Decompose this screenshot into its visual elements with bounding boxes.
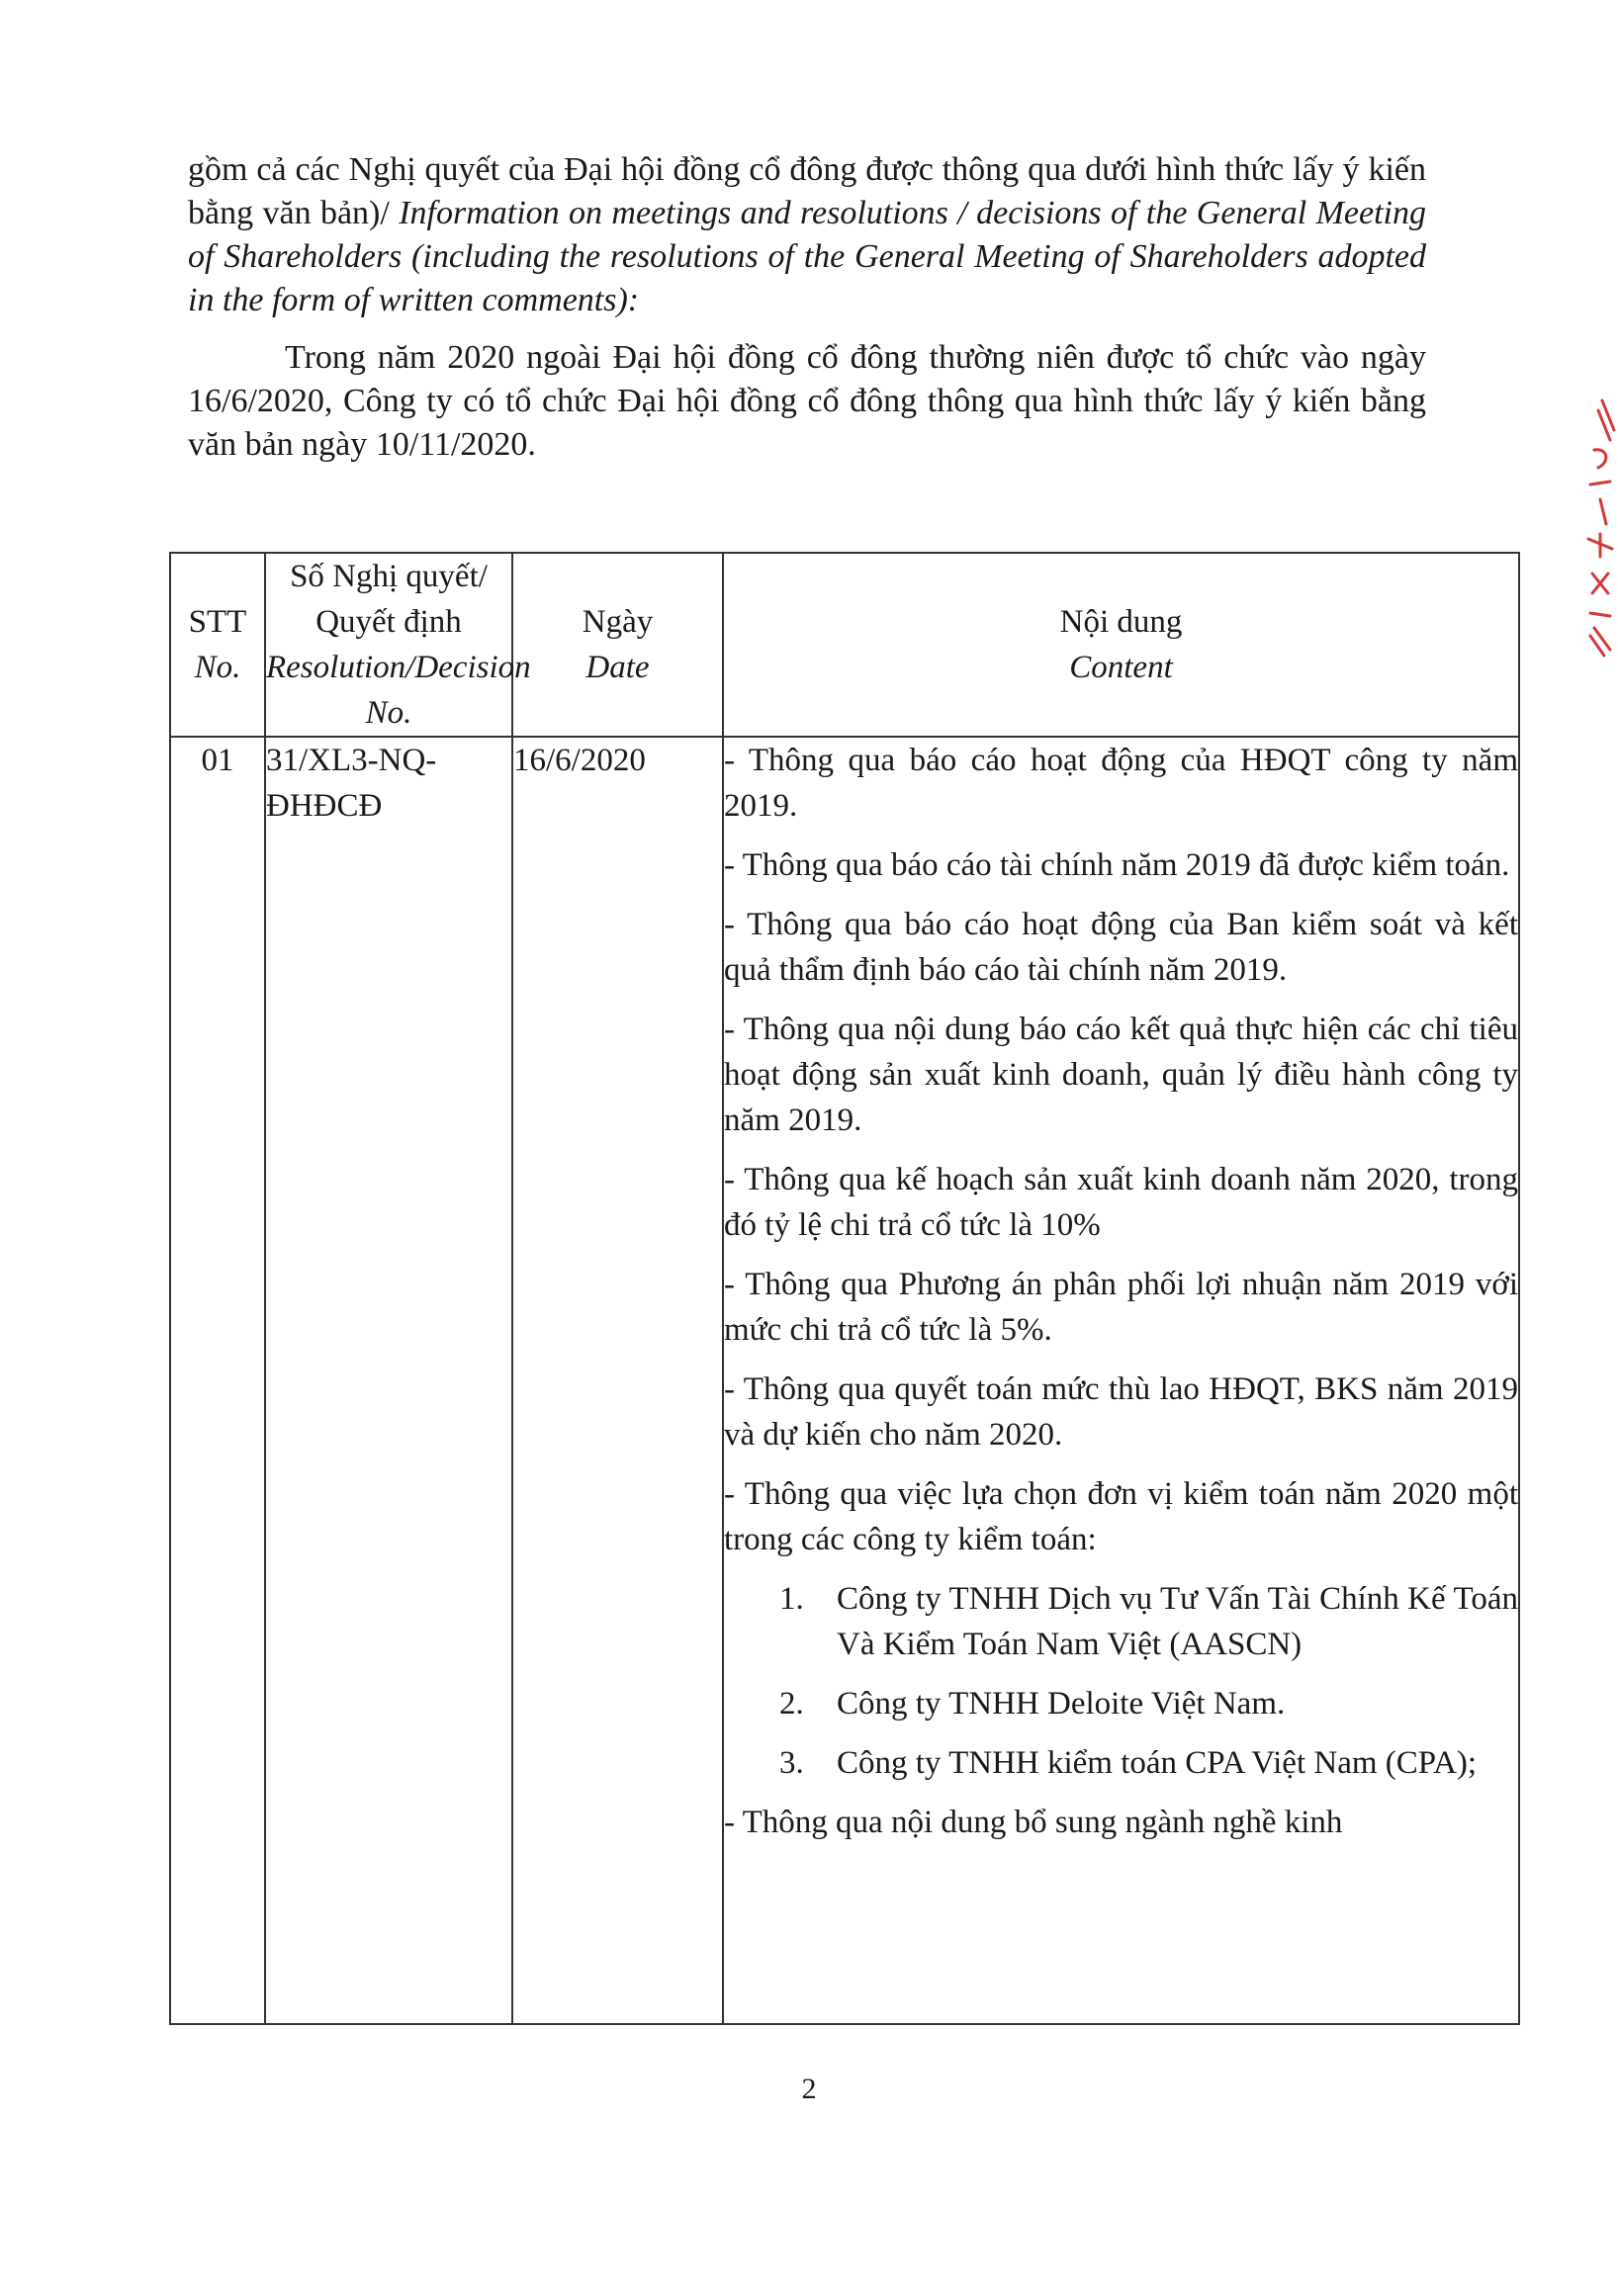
intro-text-vi: gồm cả các Nghị quyết của Đại hội đồng cổ đông được thông qua dưới hình thức lấy ý kiến bằng văn bản)/ [188,151,1426,231]
header-number-en: Resolution/Decision No. [266,650,531,731]
content-item: - Thông qua quyết toán mức thù lao HĐQT, BKS năm 2019 và dự kiến cho năm 2020. [724,1371,1518,1453]
content-item: - Thông qua Phương án phân phối lợi nhuận năm 2019 với mức chi trả cổ tức là 5%. [724,1267,1518,1348]
content-item: - Thông qua kế hoạch sản xuất kinh doanh năm 2020, trong đó tỷ lệ chi trả cổ tức là 10% [724,1162,1518,1243]
intro-section [188,148,1426,467]
auditor-item [724,1576,1518,1667]
auditor-number: 2. [779,1686,804,1722]
cell-resolution-number: 31/XL3-NQ-ĐHĐCĐ [265,737,512,2024]
auditor-list [724,1576,1518,1786]
header-date-en: Date [585,650,650,685]
header-stt-en: No. [194,650,241,685]
intro-text-en: Information on meetings and resolutions / decisions of the General Meeting of Shareholders (including the resolutions of the General Meeting of Shareholders adopted in the form of written comments): [188,195,1426,318]
cell-content [723,737,1519,2024]
header-date [512,553,723,737]
header-stt [170,553,265,737]
header-content-en: Content [1069,650,1173,685]
header-number-vi: Số Nghị quyết/ Quyết định [290,559,488,640]
table-header-row [170,553,1519,737]
content-item-continued: - Thông qua nội dung bổ sung ngành nghề kinh [724,1805,1343,1840]
auditor-number: 3. [779,1745,804,1781]
cell-stt: 01 [170,737,265,2024]
content-item: - Thông qua nội dung báo cáo kết quả thực hiện các chỉ tiêu hoạt động sản xuất kinh doanh, quản lý điều hành công ty năm 2019. [724,1012,1518,1138]
header-number [265,553,531,737]
auditor-item [724,1740,1518,1786]
header-stt-vi: STT [188,604,247,640]
auditor-name: Công ty TNHH kiểm toán CPA Việt Nam (CPA); [837,1745,1478,1781]
header-content-vi: Nội dung [1059,604,1183,640]
table-row [170,737,1519,2024]
intro-paragraph-2: Trong năm 2020 ngoài Đại hội đồng cổ đông thường niên được tổ chức vào ngày 16/6/2020, Công ty có tổ chức Đại hội đồng cổ đông thông qua hình thức lấy ý kiến bằng văn bản ngày 10/11/2020. [188,339,1426,463]
header-content [723,553,1519,737]
content-item: - Thông qua báo cáo tài chính năm 2019 đã được kiểm toán. [724,847,1510,883]
content-item: - Thông qua báo cáo hoạt động của Ban kiểm soát và kết quả thẩm định báo cáo tài chính năm 2019. [724,907,1518,988]
stamp-edge-mark [1580,391,1616,658]
resolutions-table [169,552,1520,2025]
page-number: 2 [801,2073,817,2105]
auditor-name: Công ty TNHH Deloite Việt Nam. [837,1686,1286,1722]
content-item: - Thông qua việc lựa chọn đơn vị kiểm toán năm 2020 một trong các công ty kiểm toán: [724,1476,1518,1557]
auditor-name: Công ty TNHH Dịch vụ Tư Vấn Tài Chính Kế Toán Và Kiểm Toán Nam Việt (AASCN) [837,1581,1518,1662]
header-date-vi: Ngày [582,604,654,640]
auditor-item [724,1681,1518,1726]
auditor-number: 1. [779,1581,804,1617]
intro-paragraph-1 [188,148,1426,322]
content-item: - Thông qua báo cáo hoạt động của HĐQT công ty năm 2019. [724,743,1518,824]
cell-date: 16/6/2020 [512,737,723,2024]
